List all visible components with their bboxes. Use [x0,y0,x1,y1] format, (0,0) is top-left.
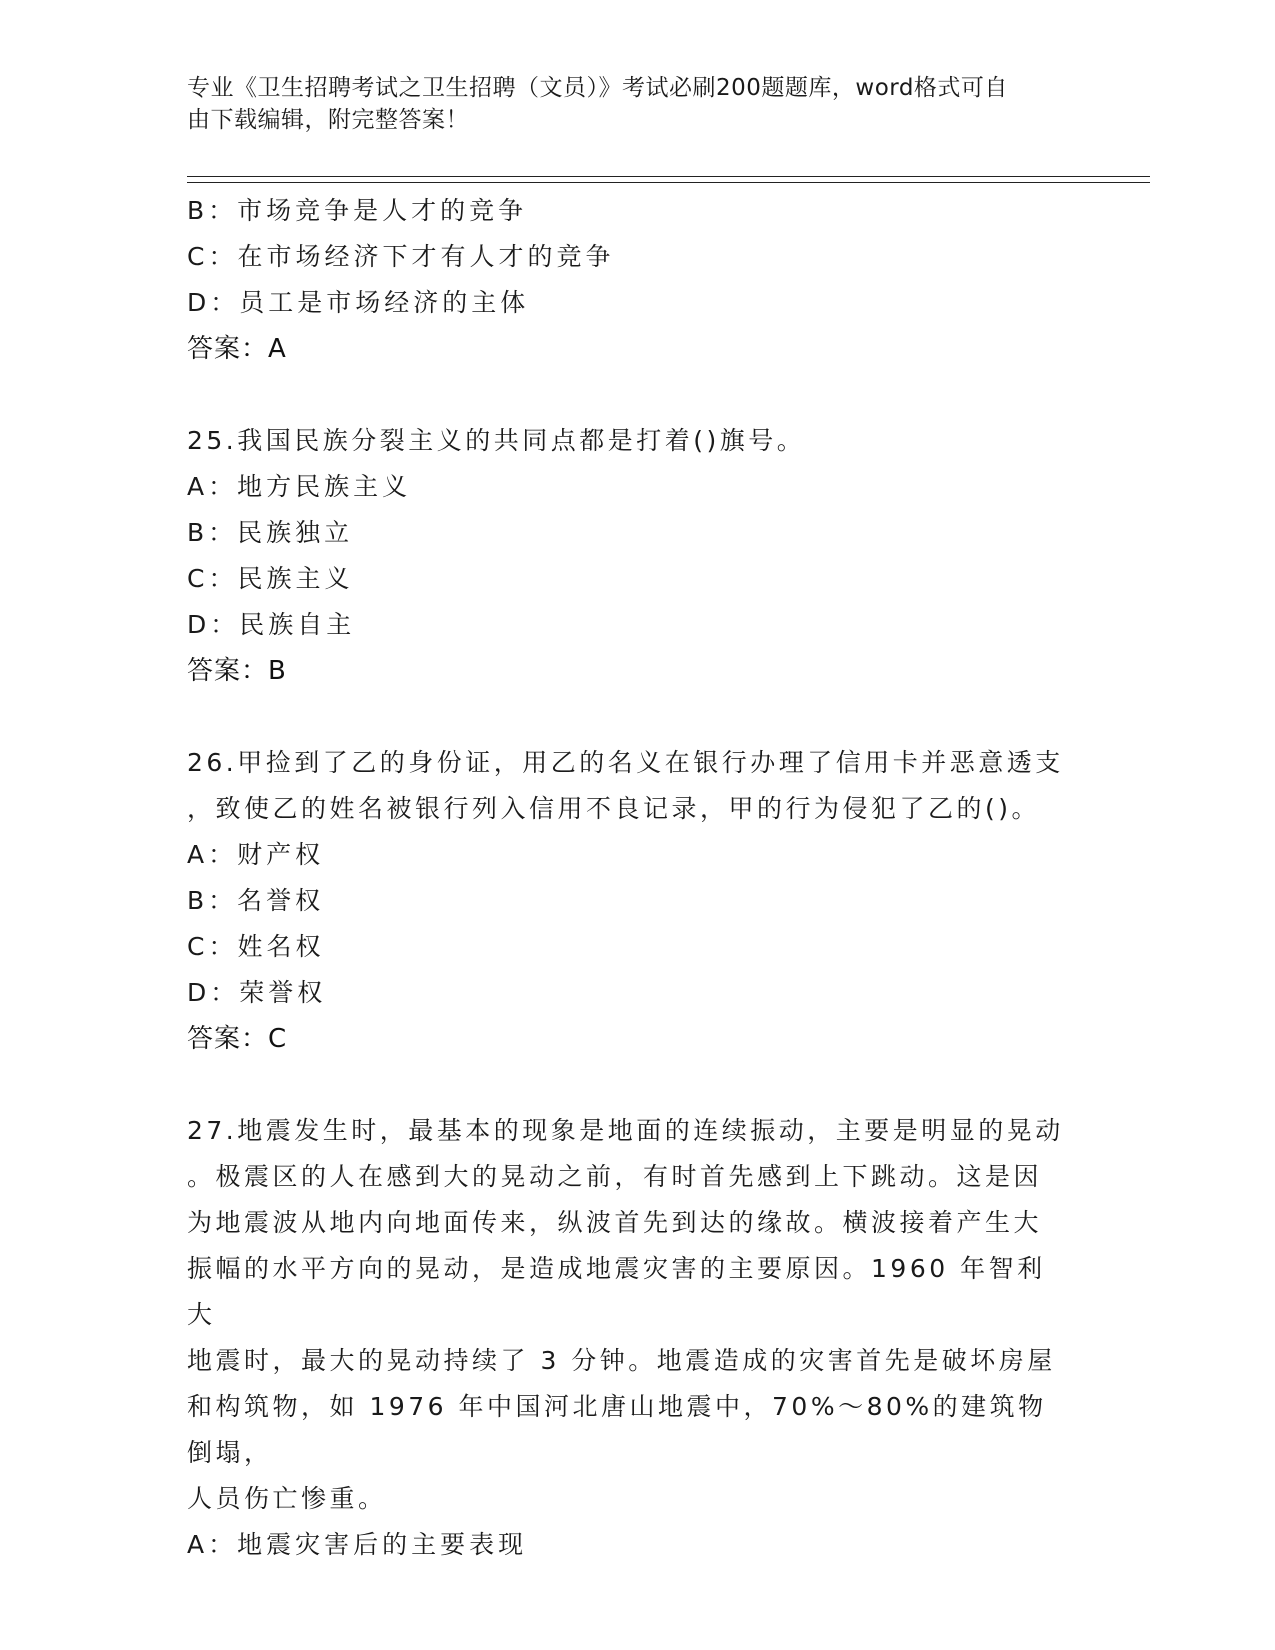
answer-line: 答案：B [187,656,287,686]
answer-line: 答案：A [187,334,287,364]
spacer [187,694,1087,740]
question-stem-line: 和构筑物，如 1976 年中国河北唐山地震中，70%～80%的建筑物倒塌， [187,1392,1047,1467]
option-b: B：民族独立 [187,518,354,547]
option-c: C：在市场经济下才有人才的竞争 [187,242,615,271]
question-stem-line: 27.地震发生时，最基本的现象是地面的连续振动，主要是明显的晃动 [187,1116,1064,1145]
question-25 [187,418,1087,694]
question-stem-line: 。极震区的人在感到大的晃动之前，有时首先感到上下跳动。这是因 [187,1162,1043,1191]
header-divider-bottom [187,182,1150,183]
option-d: D：民族自主 [187,610,356,639]
header-divider-top [187,176,1150,177]
question-27 [187,1108,1087,1568]
question-stem-line: 地震时，最大的晃动持续了 3 分钟。地震造成的灾害首先是破坏房屋 [187,1346,1056,1375]
option-b: B：市场竞争是人才的竞争 [187,196,528,225]
question-stem-line: 26.甲捡到了乙的身份证，用乙的名义在银行办理了信用卡并恶意透支 [187,748,1064,777]
header-line-2: 由下载编辑，附完整答案！ [187,107,469,133]
option-a: A：地震灾害后的主要表现 [187,1530,528,1559]
spacer [187,372,1087,418]
question-stem-line: ，致使乙的姓名被银行列入信用不良记录，甲的行为侵犯了乙的()。 [187,794,1041,823]
document-body [187,188,1087,1568]
question-stem-line: 人员伤亡惨重。 [187,1484,387,1513]
question-stem-line: 振幅的水平方向的晃动，是造成地震灾害的主要原因。1960 年智利大 [187,1254,1046,1329]
option-d: D：员工是市场经济的主体 [187,288,530,317]
option-d: D：荣誉权 [187,978,327,1007]
option-c: C：姓名权 [187,932,325,961]
spacer [187,1062,1087,1108]
header-line-1: 专业《卫生招聘考试之卫生招聘（文员）》考试必刷200题题库，word格式可自 [187,75,1008,101]
option-b: B：名誉权 [187,886,325,915]
option-c: C：民族主义 [187,564,354,593]
question-stem: 25.我国民族分裂主义的共同点都是打着()旗号。 [187,426,806,455]
option-a: A：地方民族主义 [187,472,412,501]
answer-line: 答案：C [187,1024,288,1054]
document-header [187,72,1067,136]
question-stem-line: 为地震波从地内向地面传来，纵波首先到达的缘故。横波接着产生大 [187,1208,1043,1237]
option-a: A：财产权 [187,840,325,869]
question-24-continued [187,188,1087,372]
question-26 [187,740,1087,1062]
